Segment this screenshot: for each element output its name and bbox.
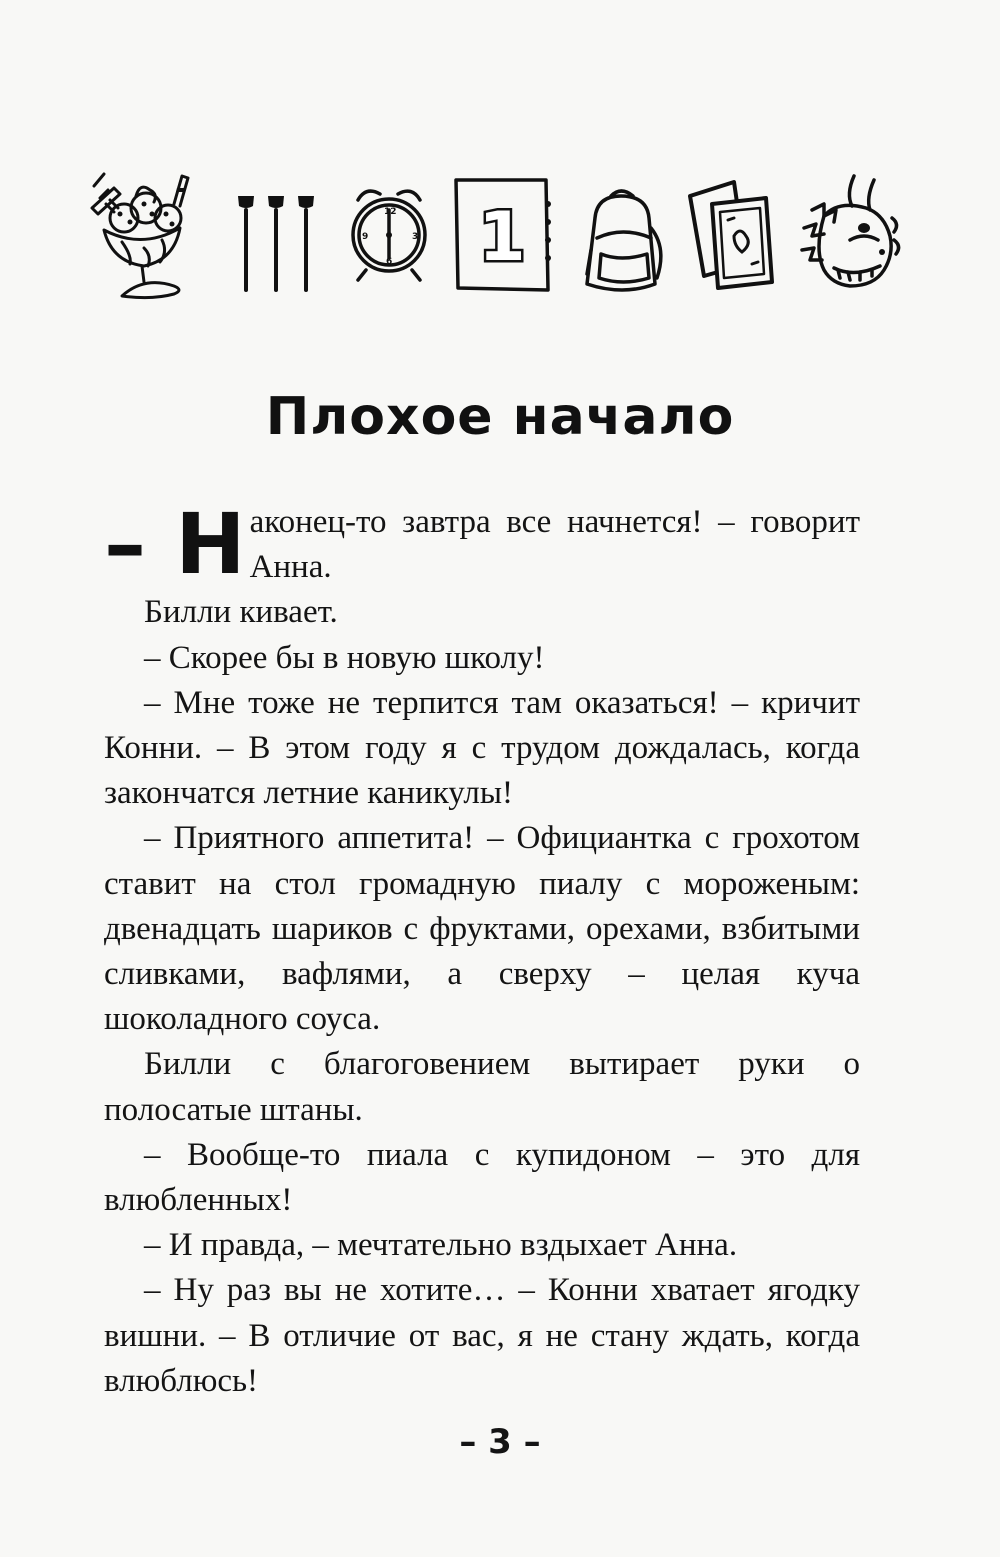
svg-text:3: 3 (412, 232, 419, 242)
dragon-head-icon (794, 170, 904, 300)
drop-cap-dash: – (104, 495, 176, 593)
paragraph: Билли с благоговением вытирает руки о полосатые штаны. (104, 1046, 860, 1128)
svg-text:6: 6 (386, 257, 393, 267)
backpack-icon (577, 188, 667, 298)
svg-text:12: 12 (384, 207, 397, 217)
paragraph-text: аконец-то завтра все начнется! – говорит Анна. (249, 504, 860, 586)
cards-icon (682, 174, 787, 294)
paragraph: – И правда, – мечтательно вздыхает Анна. (144, 1227, 738, 1264)
chapter-header-illustrations (82, 160, 902, 310)
page-number: – 3 – (459, 1422, 541, 1462)
svg-text:9: 9 (362, 232, 369, 242)
opening-paragraph (104, 495, 860, 593)
calendar-page-icon (450, 174, 555, 294)
calendar-number: 1 (478, 198, 526, 277)
ice-cream-sundae-icon (82, 168, 207, 308)
paragraph: – Мне тоже не терпится там оказаться! – кричит Конни. – В этом году я с трудом дождалась, когда закончатся летние каникулы! (104, 684, 860, 812)
paragraph: – Ну раз вы не хотите… – Конни хватает ягодку вишни. – В отличие от вас, я не стану ждать, когда влюблюсь! (104, 1272, 860, 1399)
drop-cap (104, 495, 246, 593)
chapter-body (104, 495, 860, 1404)
drop-cap-letter: Н (175, 495, 246, 593)
spoons-icon (232, 194, 322, 294)
alarm-clock-icon (344, 180, 434, 285)
paragraph: – Приятного аппетита! – Официантка с грохотом ставит на стол громадную пиалу с мороженым: двенадцать шариков с фруктами, орехами, взбитыми сливками, вафлями, а сверху – целая куча шоколадного соуса. (104, 820, 860, 1038)
paragraph: – Скорее бы в новую школу! (144, 639, 545, 676)
paragraph: – Вообще-то пиала с купидоном – это для влюбленных! (104, 1136, 860, 1219)
paragraph: Билли кивает. (144, 594, 338, 631)
chapter-title: Плохое начало (265, 386, 735, 447)
